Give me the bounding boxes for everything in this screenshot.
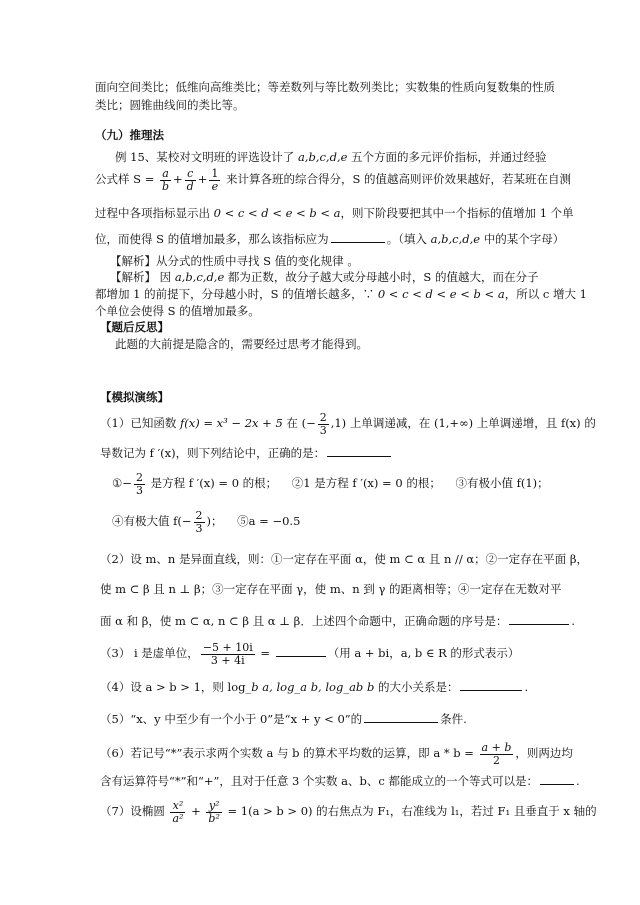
example-line-1 <box>115 150 547 165</box>
question-1-options-a <box>112 472 549 496</box>
analysis-text: 都增加 1 的前提下，分母越小时，S 的值增长越多，∵ <box>95 287 378 301</box>
section-heading: （九）推理法 <box>95 128 164 142</box>
answer-blank[interactable] <box>276 644 326 657</box>
example-text: 例 15、某校对文明班的评选设计了 <box>115 150 298 164</box>
example-text: 过程中各项指标显示出 <box>95 206 214 220</box>
example-text: 。（填入 <box>386 232 431 246</box>
q1-text: ,1) 上单调递减，在 (1,+∞) 上单调递增，且 f(x) 的 <box>330 416 596 431</box>
question-2-line-3: 面 α 和 β，使 m ⊂ α, n ⊂ β 且 α ⊥ β．上述四个命题中，正确命题的序号是： . <box>100 614 575 628</box>
question-1-line-1 <box>100 412 596 436</box>
answer-blank[interactable] <box>460 678 522 691</box>
fraction: $\frac{a}{b}$ <box>161 167 170 193</box>
answer-blank[interactable] <box>509 612 569 625</box>
fraction: $\frac{c}{d}$ <box>186 167 194 193</box>
q1-text: 导数记为 f ′(x)，则下列结论中，正确的是： <box>100 446 326 460</box>
fraction: $\frac{\text{x²}}{\text{a²}}$ <box>172 799 184 825</box>
inequality: 0 < c < d < e < b < a <box>377 287 505 301</box>
answer-blank[interactable] <box>364 710 438 723</box>
reflection-heading: 【题后反思】 <box>100 320 169 334</box>
q1-option-3: ③有极小值 f(1)； <box>455 476 549 491</box>
analysis-line-3: 个单位会使得 S 的值增加最多。 <box>95 304 260 318</box>
question-6-line-1: （6）若记号“*”表示求两个实数 a 与 b 的算术平均数的运算，即 a * b = $\frac{a + b}{2}$ ，则两边均 <box>100 741 573 767</box>
reflection-text: 此题的大前提是隐含的，需要经过思考才能得到。 <box>115 337 368 351</box>
analysis-vars: a,b,c,d,e <box>174 270 225 284</box>
q1-option-2: ②1 是方程 f ′(x) = 0 的根； <box>291 476 441 491</box>
intro-line-2: 类比；圆锥曲线间的类比等。 <box>95 98 245 112</box>
question-5: （5）“x、y 中至少有一个小于 0”是“x + y < 0”的 条件. <box>100 712 467 726</box>
fraction: $\frac{2}{3}$ <box>319 411 327 437</box>
example-text: 五个方面的多元评价指标，并通过经验 <box>347 150 547 164</box>
q1-option-1: ①− $\frac{2}{3}$ 是方程 f ′(x) = 0 的根； <box>112 471 278 497</box>
answer-blank[interactable] <box>327 444 391 457</box>
example-text: 中的某个字母） <box>480 232 565 246</box>
q1-option-5: ⑤a = −0.5 <box>237 514 301 529</box>
analysis-hint: 【解析】从分式的性质中寻找 S 值的变化规律 。 <box>110 254 359 268</box>
analysis-text: 【解析】 因 <box>110 270 175 284</box>
question-1-line-2 <box>100 444 393 461</box>
fraction: $\frac{-5 + 10i}{3 + 4i}$ <box>202 641 253 667</box>
q1-function: f(x) = x³ − 2x + 5 <box>179 416 283 431</box>
example-text: 来计算各班的综合得分，S 的值越高则评价效果越好，若某班在自测 <box>222 172 572 187</box>
question-6-line-2: 含有运算符号“*”和“+”，且对于任意 3 个实数 a、b、c 都能成立的一个等式可以是： . <box>100 774 580 788</box>
practice-heading: 【模拟演练】 <box>100 390 169 404</box>
q1-text: （1）已知函数 <box>100 416 180 431</box>
question-4: （4）设 a > b > 1，则 log_b a, log_a b, log_ab b 的大小关系是： . <box>100 680 529 694</box>
example-text: ，则下阶段要把其中一个指标的值增加 1 个单 <box>340 206 574 220</box>
example-line-3 <box>95 206 574 221</box>
inequality: 0 < c < d < e < b < a <box>213 206 341 220</box>
intro-line-1: 面向空间类比；低维向高维类比；等差数列与等比数列类比；实数集的性质向复数集的性质 <box>95 80 555 94</box>
q1-text: 在 (− <box>282 416 316 431</box>
question-1-options-b <box>112 510 300 534</box>
question-2-line-2: 使 m ⊂ β 且 n ⊥ β；③一定存在平面 γ，使 m、n 到 γ 的距离相等；④一定存在无数对平 <box>100 582 562 596</box>
example-line-2: 公式样 S = $\frac{a}{b}$ + $\frac{c}{d}$ + $\frac{1}{e}$ 来计算各班的综合得分，S 的值越高则评价效果越好，若某班在自测 <box>95 167 572 193</box>
example-text: 公式样 S = <box>95 172 158 187</box>
fraction: $\frac{a + b}{2}$ <box>481 741 512 767</box>
fraction: $\frac{\text{y²}}{\text{b²}}$ <box>208 799 220 825</box>
analysis-line-2 <box>95 287 587 302</box>
question-7: （7）设椭圆 $\frac{\text{x²}}{\text{a²}}$ + $\frac{\text{y²}}{\text{b²}}$ = 1(a > b > 0) 的右焦点为 F₁，右准线为 l₁，若过 F₁ 且垂直于 x 轴的 <box>100 799 597 825</box>
answer-blank[interactable] <box>540 772 574 785</box>
q4-expression: _b a, log_a b, log_ab b <box>245 680 375 694</box>
example-text: 位，而使得 S 的值增加最多，那么该指标应为 <box>95 232 329 246</box>
analysis-line-1 <box>110 270 538 285</box>
analysis-text: ，所以 c 增大 1 <box>504 287 587 301</box>
q1-option-4: ④有极大值 f(− $\frac{2}{3}$ )； <box>112 509 223 535</box>
example-vars: a,b,c,d,e <box>297 150 348 164</box>
analysis-text: 都为正数，故分子越大或分母越小时，S 的值越大，而在分子 <box>224 270 539 284</box>
example-vars: a,b,c,d,e <box>430 232 481 246</box>
question-2-line-1: （2）设 m、n 是异面直线，则：①一定存在平面 α，使 m ⊂ α 且 n // α；②一定存在平面 β， <box>100 552 588 566</box>
answer-blank[interactable] <box>331 230 385 243</box>
fraction: $\frac{1}{e}$ <box>211 167 219 193</box>
example-line-4 <box>95 230 564 247</box>
question-3: （3） i 是虚单位， $\frac{-5 + 10i}{3 + 4i}$ = （用 a + bi，a, b ∈ R 的形式表示） <box>100 641 520 667</box>
